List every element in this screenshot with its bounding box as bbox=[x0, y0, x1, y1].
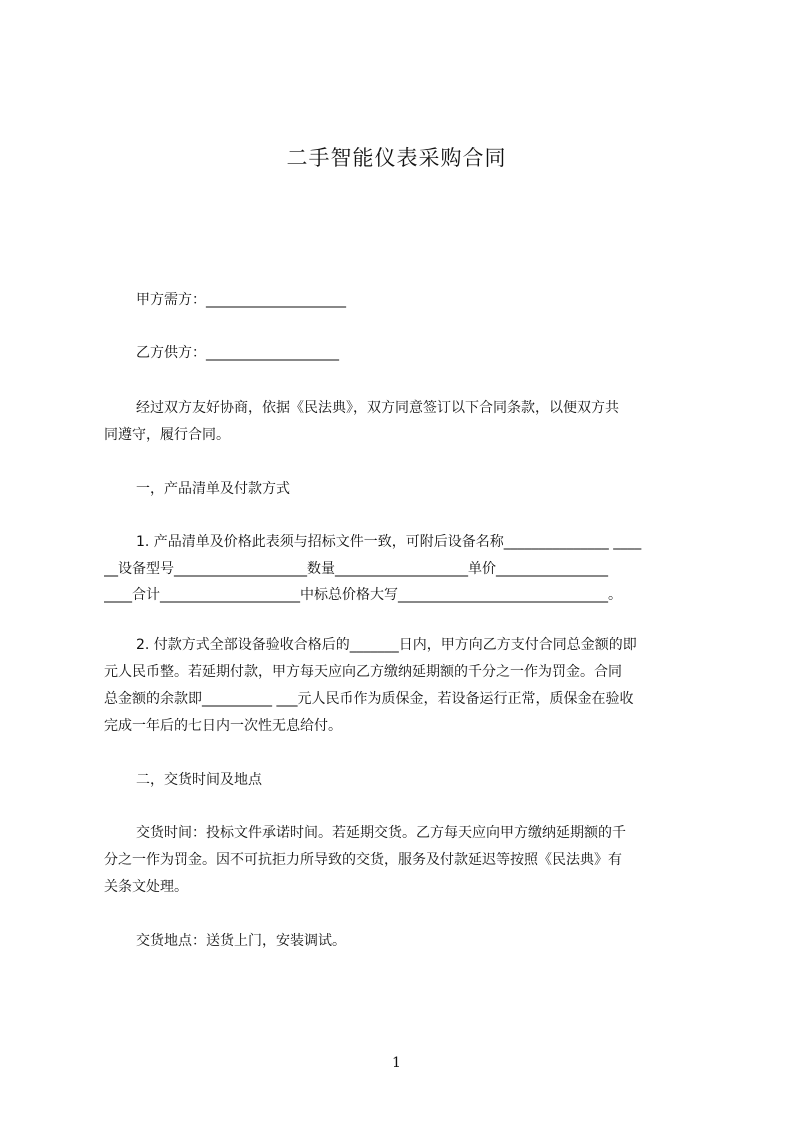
party-a-field: 甲方需方：____________________ bbox=[136, 292, 346, 308]
section1-item2-line-1: 2. 付款方式全部设备验收合格后的_______日内，甲方向乙方支付合同总金额的即 bbox=[136, 637, 637, 653]
section1-heading: 一，产品清单及付款方式 bbox=[136, 481, 290, 497]
document-title: 二手智能仪表采购合同 bbox=[286, 146, 507, 170]
section2-heading: 二，交货时间及地点 bbox=[136, 772, 262, 788]
intro-line-2: 同遵守，履行合同。 bbox=[104, 427, 230, 443]
delivery-time-line-1: 交货时间：投标文件承诺时间。若延期交货。乙方每天应向甲方缴纳延期额的千 bbox=[136, 825, 626, 841]
section1-item2-line-2: 元人民币整。若延期付款，甲方每天应向乙方缴纳延期额的千分之一作为罚金。合同 bbox=[104, 664, 622, 680]
section1-item2-line-4: 完成一年后的七日内一次性无息给付。 bbox=[104, 718, 342, 734]
delivery-place: 交货地点：送货上门，安装调试。 bbox=[136, 933, 346, 949]
delivery-time-line-3: 关条文处理。 bbox=[104, 879, 188, 895]
page-number: 1 bbox=[392, 1055, 401, 1071]
section1-item1-line-2: __设备型号___________________数量___________________单价________________ bbox=[104, 561, 608, 577]
section1-item1-line-3: ____合计____________________中标总价格大写______________________________。 bbox=[104, 587, 622, 603]
section1-item2-line-3: 总金额的余款即__________ ___元人民币作为质保金，若设备运行正常，质保金在验收 bbox=[104, 691, 634, 707]
delivery-time-line-2: 分之一作为罚金。因不可抗拒力所导致的交货，服务及付款延迟等按照《民法典》有 bbox=[104, 852, 622, 868]
party-b-field: 乙方供方：___________________ bbox=[136, 345, 339, 361]
intro-line-1: 经过双方友好协商，依据《民法典》，双方同意签订以下合同条款，以便双方共 bbox=[136, 400, 619, 416]
section1-item1-line-1: 1. 产品清单及价格此表须与招标文件一致，可附后设备名称_______________ ____ bbox=[136, 534, 642, 550]
